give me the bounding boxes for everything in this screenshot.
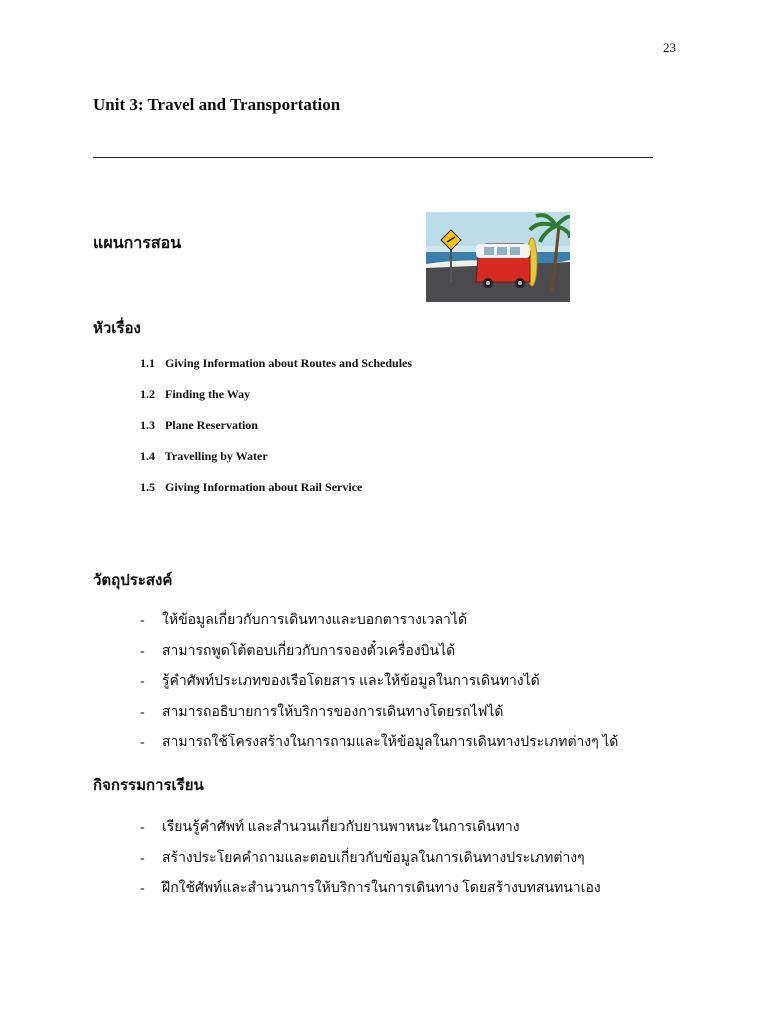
list-item [140, 387, 412, 418]
title-divider [93, 157, 653, 158]
list-item [140, 640, 618, 671]
activity-text: เรียนรู้คำศัพท์ และสำนวนเกี่ยวกับยานพาหนะในการเดินทาง [162, 820, 520, 835]
topics-heading: หัวเรื่อง [93, 321, 141, 337]
list-item [140, 731, 618, 762]
bullet-dash: - [140, 704, 145, 720]
topic-number: 1.4 [140, 449, 155, 463]
objective-text: สามารถใช้โครงสร้างในการถามและให้ข้อมูลในการเดินทางประเภทต่างๆ ได้ [162, 735, 619, 750]
activities-list [140, 816, 601, 908]
list-item [140, 356, 412, 387]
topic-text: Travelling by Water [164, 449, 268, 463]
topic-list [140, 356, 412, 511]
list-item [140, 609, 618, 640]
list-item [140, 670, 618, 701]
topic-text: Plane Reservation [165, 418, 258, 432]
bullet-dash: - [140, 850, 145, 866]
list-item [140, 847, 601, 878]
objective-text: รู้คำศัพท์ประเภทของเรือโดยสาร และให้ข้อมูลในการเดินทางได้ [162, 674, 540, 689]
list-item [140, 418, 412, 449]
list-item [140, 816, 601, 847]
objective-text: ให้ข้อมูลเกี่ยวกับการเดินทางและบอกตารางเวลาได้ [162, 613, 468, 628]
topic-number: 1.2 [140, 387, 155, 401]
page-number: 23 [663, 40, 676, 55]
topic-text: Finding the Way [165, 387, 251, 401]
objective-text: สามารถอธิบายการให้บริการของการเดินทางโดยรถไฟได้ [162, 704, 504, 720]
objectives-heading: วัตถุประสงค์ [93, 573, 173, 589]
topic-number: 1.3 [140, 418, 155, 432]
unit-title: Unit 3: Travel and Transportation [93, 95, 341, 114]
bullet-dash: - [140, 735, 145, 750]
topic-text: Giving Information about Routes and Schedules [165, 356, 413, 370]
activity-text: สร้างประโยคคำถามและตอบเกี่ยวกับข้อมูลในการเดินทางประเภทต่างๆ [162, 850, 585, 866]
bullet-dash: - [140, 643, 145, 659]
lesson-plan-heading: แผนการสอน [93, 235, 182, 252]
activities-heading: กิจกรรมการเรียน [93, 778, 204, 794]
list-item [140, 701, 618, 732]
topic-text: Giving Information about Rail Service [165, 480, 363, 494]
objectives-list [140, 609, 618, 762]
topic-number: 1.5 [140, 480, 155, 494]
bullet-dash: - [140, 881, 145, 896]
bullet-dash: - [140, 820, 145, 835]
activity-text: ฝึกใช้ศัพท์และสำนวนการให้บริการในการเดินทาง โดยสร้างบทสนทนาเอง [162, 881, 601, 896]
list-item [140, 480, 412, 511]
objective-text: สามารถพูดโต้ตอบเกี่ยวกับการจองตั๋วเครื่องบินได้ [162, 643, 456, 659]
list-item [140, 449, 412, 480]
list-item [140, 877, 601, 908]
bullet-dash: - [140, 674, 145, 689]
bullet-dash: - [140, 613, 145, 628]
topic-number: 1.1 [140, 356, 155, 370]
beach-van-illustration [426, 212, 570, 302]
